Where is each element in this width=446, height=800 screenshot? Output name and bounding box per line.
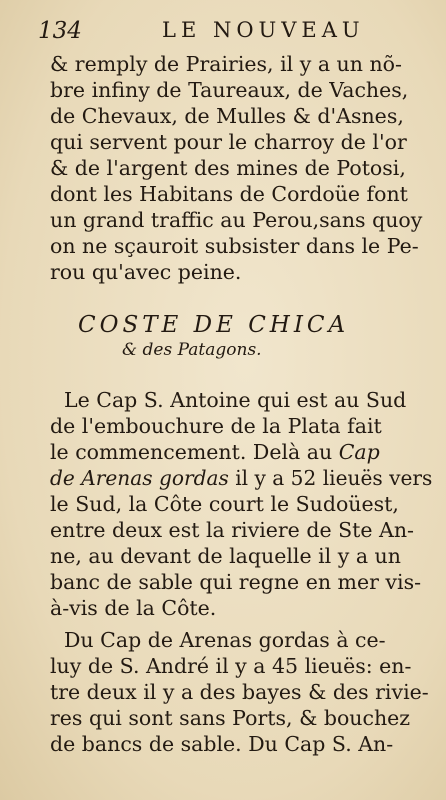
- text-line: le Sud, la Côte court le Sudoüest,: [50, 492, 399, 516]
- text-line: bre infiny de Taureaux, de Vaches,: [50, 78, 409, 102]
- text-line: banc de sable qui regne en mer vis-: [50, 570, 422, 594]
- text-line: & remply de Prairies, il y a un nõ-: [50, 52, 402, 76]
- text-line: ne, au devant de laquelle il y a un: [50, 544, 401, 568]
- text-line: & de l'argent des mines de Potosi,: [50, 156, 406, 180]
- text-line: luy de S. André il y a 45 lieuës: en-: [50, 654, 412, 678]
- text-line: on ne sçauroit subsister dans le Pe-: [50, 234, 419, 258]
- text-line: [50, 440, 380, 464]
- text-line: Du Cap de Arenas gordas à ce-: [64, 628, 386, 652]
- text-line: à-vis de la Côte.: [50, 596, 217, 620]
- text-line: rou qu'avec peine.: [50, 260, 242, 284]
- text-line: entre deux est la riviere de Ste An-: [50, 518, 414, 542]
- running-head: LE NOUVEAU: [162, 18, 365, 42]
- section-subtitle: & des Patagons.: [122, 340, 262, 360]
- section-title: COSTE DE CHICA: [78, 312, 350, 338]
- text-line: de Chevaux, de Mulles & d'Asnes,: [50, 104, 404, 128]
- italic-text-run: de Arenas gordas: [50, 466, 229, 490]
- text-line: Le Cap S. Antoine qui est au Sud: [64, 388, 407, 412]
- text-line: res qui sont sans Ports, & bouchez: [50, 706, 411, 730]
- text-line: [50, 466, 432, 490]
- text-line: dont les Habitans de Cordoüe font: [50, 182, 408, 206]
- text-line: qui servent pour le charroy de l'or: [50, 130, 407, 154]
- text-line: tre deux il y a des bayes & des rivie-: [50, 680, 429, 704]
- text-line: de l'embouchure de la Plata fait: [50, 414, 382, 438]
- page-header: [32, 18, 406, 46]
- page-number: 134: [38, 18, 82, 44]
- text-run: il y a 52 lieuës vers: [228, 466, 433, 490]
- text-run: le commencement. Delà au: [50, 440, 339, 464]
- text-line: de bancs de sable. Du Cap S. An-: [50, 732, 394, 756]
- italic-text-run: Cap: [338, 440, 380, 464]
- text-line: un grand traffic au Perou,sans quoy: [50, 208, 423, 232]
